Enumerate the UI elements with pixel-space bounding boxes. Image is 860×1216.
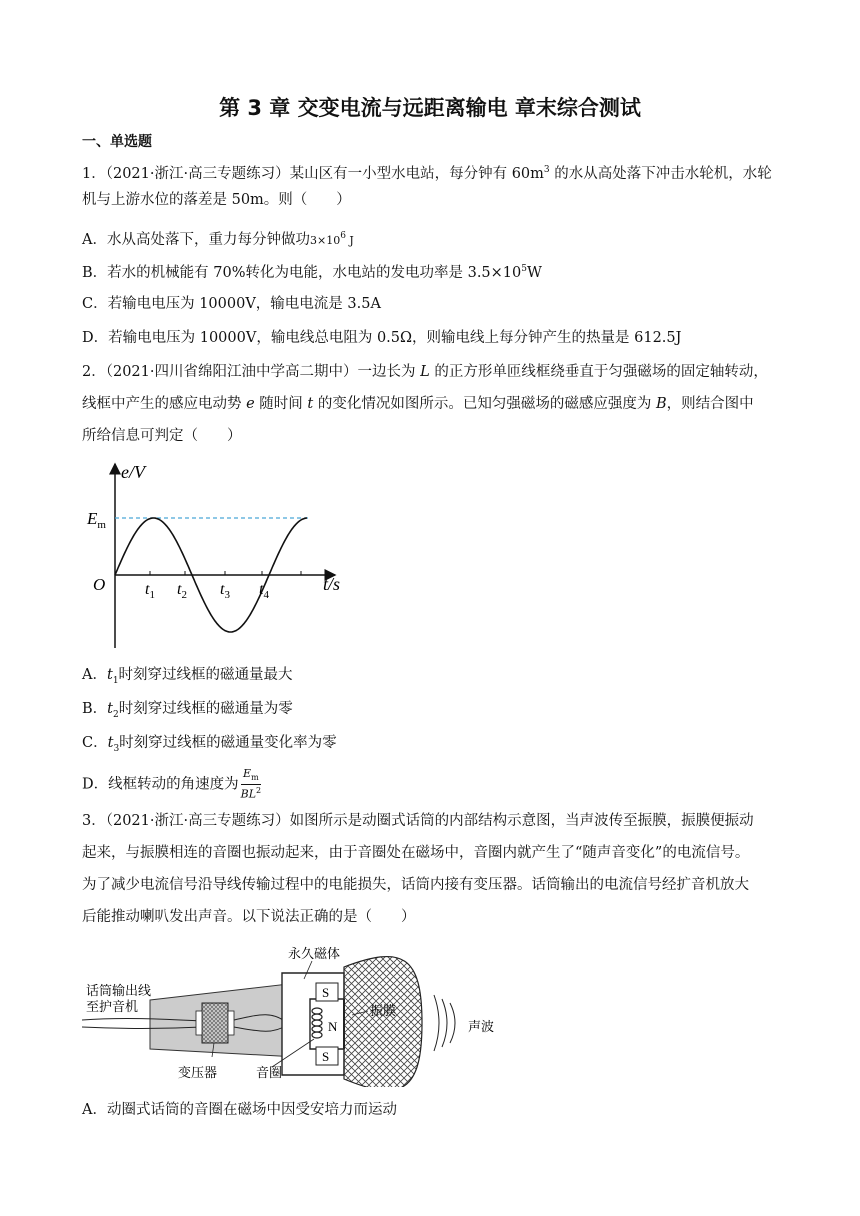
s-pole-top: S [322,985,330,1000]
coil-label: 音圈 [256,1066,283,1081]
angular-velocity-fraction: $\frac{E_m}{BL^2}$ [240,767,262,801]
y-axis-label: e/V [121,462,145,482]
q2-stem-line2: 线框中产生的感应电动势 e 随时间 t 的变化情况如图所示。已知匀强磁场的磁感应强度为 B，则结合图中 [82,396,754,412]
t1-label: $t_1$ [145,581,155,601]
q2-stem-line1: 2．（2021·四川省绵阳江油中学高二期中）一边长为 L 的正方形单匝线框绕垂直于匀强磁场的固定轴转动， [82,364,768,380]
n-pole: N [328,1019,338,1034]
page-title: 第 3 章 交变电流与远距离输电 章末综合测试 [219,96,641,120]
emf-time-graph [85,458,355,654]
q1-stem-line1: 1．（2021·浙江·高三专题练习）某山区有一小型水电站，每分钟有 $60m^3$ 的水从高处落下冲击水轮机，水轮 [82,165,772,182]
origin-label: O [93,575,106,594]
q1-option-d: D．若输电电压为 10000V，输电线总电阻为 0.5Ω，则输电线上每分钟产生的热量是 612.5J [82,330,682,346]
q2-option-d: D．线框转动的角速度为 $\frac{E_m}{BL^2}$ [82,767,262,801]
q3-stem-line2: 起来，与振膜相连的音圈也振动起来，由于音圈处在磁场中，音圈内就产生了“随声音变化”的电流信号。 [82,845,750,861]
q3-stem-line1: 3．（2021·浙江·高三专题练习）如图所示是动圈式话筒的内部结构示意图，当声波传至振膜，振膜便振动 [82,813,754,829]
q2-option-b: B．$t_2$时刻穿过线框的磁通量为零 [82,701,293,720]
microphone-head [344,957,422,1087]
t3-label: $t_3$ [220,581,230,601]
q1-stem-line2: 机与上游水位的落差是 50m。则（ ） [82,192,351,208]
section-heading: 一、单选题 [82,134,152,150]
output-line-label-1: 话筒输出线 [86,984,152,999]
s-pole-bottom: S [322,1049,330,1064]
q3-stem-line3: 为了减少电流信号沿导线传输过程中的电能损失，话筒内接有变压器。话筒输出的电流信号经扩音机放大 [82,877,749,893]
em-label: $E_m$ [87,509,106,531]
transformer [202,1003,228,1043]
sound-label: 声波 [468,1020,495,1035]
sound-wave-icon [434,995,455,1051]
t4-label: $t_4$ [259,581,269,601]
t2-label: $t_2$ [177,581,187,601]
q2-stem-line3: 所给信息可判定（ ） [82,428,242,444]
microphone-diagram [82,945,522,1087]
q2-option-c: C．$t_3$时刻穿过线框的磁通量变化率为零 [82,735,337,754]
diaphragm-label: 振膜 [370,1004,397,1019]
q3-option-a: A．动圈式话筒的音圈在磁场中因受安培力而运动 [82,1102,397,1118]
q3-stem-line4: 后能推动喇叭发出声音。以下说法正确的是（ ） [82,909,416,925]
output-line-label-2: 至护音机 [86,1000,139,1015]
magnet-label: 永久磁体 [288,947,341,962]
q1-option-a: A．水从高处落下，重力每分钟做功$3\times 10^6$ J [82,231,354,248]
voice-coil [312,1008,322,1038]
x-axis-label: t/s [323,574,341,594]
q2-option-a: A．$t_1$时刻穿过线框的磁通量最大 [82,667,293,686]
q1-option-b: B．若水的机械能有 70%转化为电能，水电站的发电功率是 $3.5\times 10^5W$ [82,264,542,281]
transformer-label: 变压器 [178,1066,218,1081]
q1-option-c: C．若输电电压为 10000V，输电电流是 3.5A [82,296,381,312]
